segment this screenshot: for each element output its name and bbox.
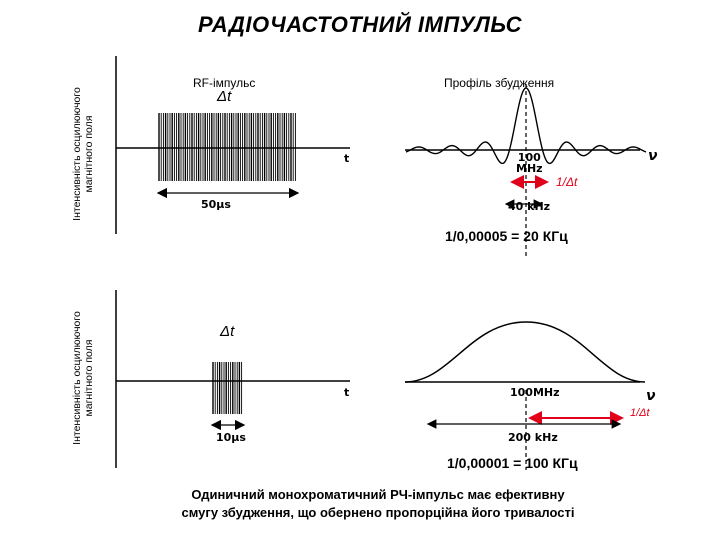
bottom-equation: 1/0,00001 = 100 КГц — [447, 455, 578, 471]
y-axis-label-line2: магнітного поля — [83, 339, 95, 417]
bottom-nu-axis-label: ν — [646, 388, 656, 404]
y-axis-label-line1: Інтенсивність осцилюючого — [71, 311, 83, 445]
top-duration-label: 50μs — [201, 198, 231, 211]
excitation-profile-label: Профіль збудження — [444, 76, 555, 90]
rf-pulse-10us — [213, 362, 242, 414]
top-inv-delta-t: 1/Δt — [556, 175, 578, 189]
page-title: РАДІОЧАСТОТНИЙ ІМПУЛЬС — [197, 12, 523, 37]
caption — [128, 486, 628, 522]
top-center-freq — [516, 152, 543, 174]
bottom-center-freq: 100MHz — [510, 386, 560, 399]
top-t-axis-label: t — [344, 152, 350, 165]
bottom-bandwidth-label: 200 kHz — [508, 431, 558, 444]
top-delta-t: Δt — [217, 88, 232, 105]
top-center-freq-value: 100 — [517, 151, 541, 164]
bottom-delta-t: Δt — [220, 323, 235, 340]
excitation-profile-broad — [405, 322, 645, 382]
top-nu-axis-label: ν — [648, 148, 658, 164]
caption-line-1: Одиничний монохроматичний РЧ-імпульс має ефективну — [191, 487, 565, 502]
top-equation: 1/0,00005 = 20 КГц — [445, 228, 568, 244]
rf-pulse-label: RF-імпульс — [193, 76, 256, 90]
top-center-freq-unit: MHz — [516, 162, 543, 175]
bottom-inv-delta-t: 1/Δt — [630, 407, 650, 419]
y-axis-label-line1: Інтенсивність осцилюючого — [71, 87, 83, 221]
bottom-duration-label: 10μs — [216, 431, 246, 444]
rf-pulse-50us — [159, 113, 295, 181]
top-bandwidth-label: 40 kHz — [508, 200, 551, 213]
caption-line-2: смугу збудження, що обернено пропорційна його тривалості — [181, 505, 575, 520]
bottom-t-axis-label: t — [344, 386, 350, 399]
y-axis-label-line2: магнітного поля — [83, 115, 95, 193]
